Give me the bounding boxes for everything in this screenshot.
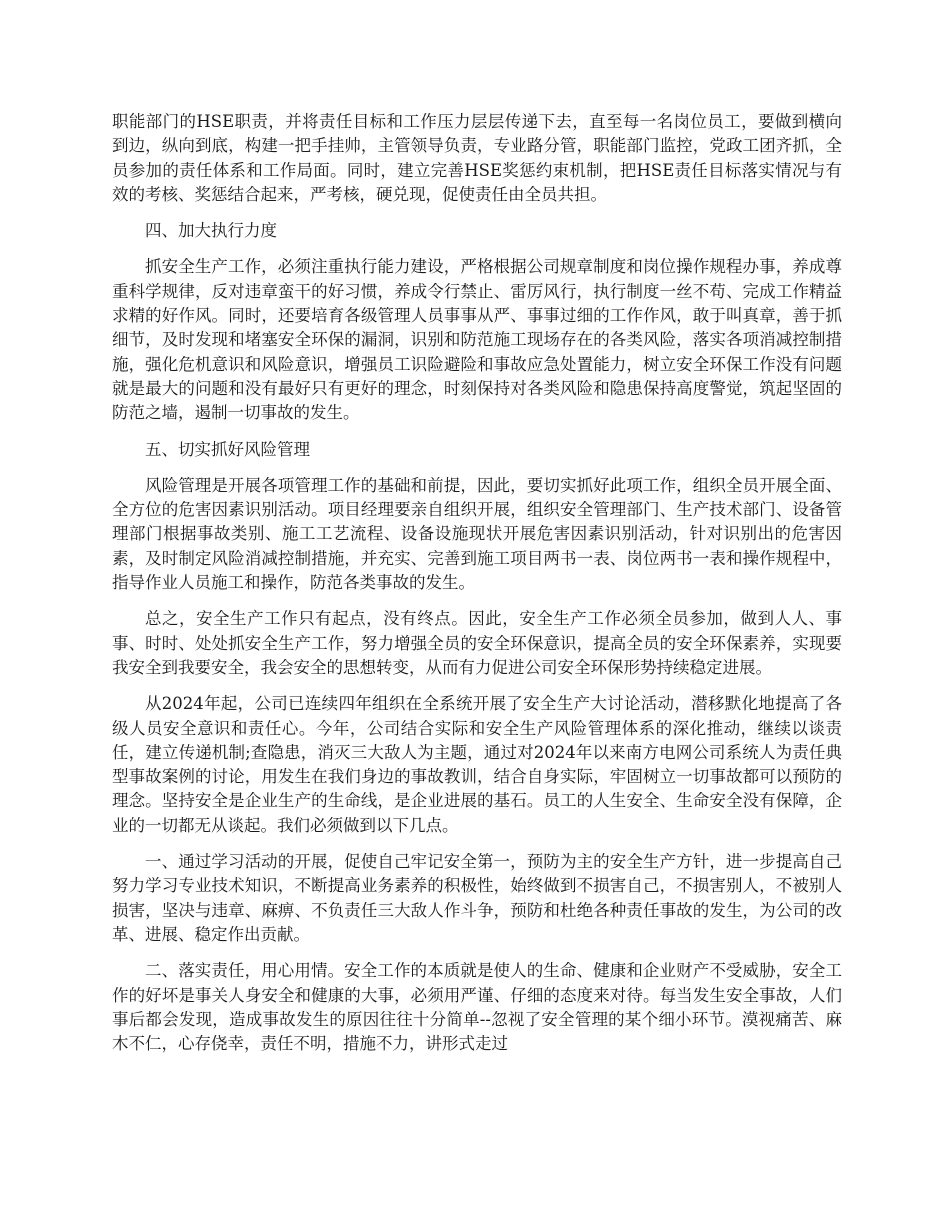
document-body bbox=[112, 110, 842, 1068]
paragraph-risk-management: 风险管理是开展各项管理工作的基础和前提，因此，要切实抓好此项工作，组织全员开展全面、全方位的危害因素识别活动。项目经理要亲自组织开展，组织安全管理部门、生产技术部门、设备管理部门根据事故类别、施工工艺流程、设备设施现状开展危害因素识别活动，针对识别出的危害因素，及时制定风险消减控制措施，并充实、完善到施工项目两书一表、岗位两书一表和操作规程中，指导作业人员施工和操作，防范各类事故的发生。 bbox=[112, 475, 842, 593]
paragraph-hse-responsibility: 职能部门的HSE职责，并将责任目标和工作压力层层传递下去，直至每一名岗位员工，要做到横向到边，纵向到底，构建一把手挂帅，主管领导负责，专业路分管，职能部门监控，党政工团齐抓，全员参加的责任体系和工作局面。同时，建立完善HSE奖惩约束机制，把HSE责任目标落实情况与有效的考核、奖惩结合起来，严考核，硬兑现，促使责任由全员共担。 bbox=[112, 112, 842, 204]
paragraph-execution: 抓安全生产工作，必须注重执行能力建设，严格根据公司规章制度和岗位操作规程办事，养成尊重科学规律，反对违章蛮干的好习惯，养成令行禁止、雷厉风行，执行制度一丝不苟、完成工作精益求精的好作风。同时，还要培育各级管理人员事事从严、事事过细的工作作风，敢于叫真章，善于抓细节，及时发现和堵塞安全环保的漏洞，识别和防范施工现场存在的各类风险，落实各项消减控制措施，强化危机意识和风险意识，增强员工识险避险和事故应急处置能力，树立安全环保工作没有问题就是最大的问题和没有最好只有更好的理念，时刻保持对各类风险和隐患保持高度警觉，筑起坚固的防范之墙，遏制一切事故的发生。 bbox=[112, 257, 842, 423]
paragraph-point-one: 一、通过学习活动的开展，促使自己牢记安全第一，预防为主的安全生产方针，进一步提高自己努力学习专业技术知识，不断提高业务素养的积极性，始终做到不损害自己，不损害别人，不被别人损害，坚决与违章、麻痹、不负责任三大敌人作斗争，预防和杜绝各种责任事故的发生，为公司的改革、进展、稳定作出贡献。 bbox=[112, 852, 842, 944]
paragraph-summary: 总之，安全生产工作只有起点，没有终点。因此，安全生产工作必须全员参加，做到人人、事事、时时、处处抓安全生产工作，努力增强全员的安全环保意识，提高全员的安全环保素养，实现要我安全到我要安全，我会安全的思想转变，从而有力促进公司安全环保形势持续稳定进展。 bbox=[112, 609, 842, 677]
paragraph-point-two: 二、落实责任，用心用情。安全工作的本质就是使人的生命、健康和企业财产不受威胁，安全工作的好坏是事关人身安全和健康的大事，必须用严谨、仔细的态度来对待。每当发生安全事故，人们事后都会发现，造成事故发生的原因往往十分简单--忽视了安全管理的某个细小环节。漠视痛苦、麻木不仁，心存侥幸，责任不明，措施不力，讲形式走过 bbox=[112, 961, 842, 1054]
section-heading-5: 五、切实抓好风险管理 bbox=[145, 439, 310, 459]
section-heading-4: 四、加大执行力度 bbox=[145, 221, 277, 241]
paragraph-discussion-activity: 从2024年起，公司已连续四年组织在全系统开展了安全生产大讨论活动，潜移默化地提高了各级人员安全意识和责任心。今年，公司结合实际和安全生产风险管理体系的深化推动，继续以谈责任，建立传递机制;查隐患，消灭三大敌人为主题，通过对2024年以来南方电网公司系统人为责任典型事故案例的讨论，用发生在我们身边的事故教训，结合自身实际，牢固树立一切事故都可以预防的理念。坚持安全是企业生产的生命线，是企业进展的基石。员工的人生安全、生命安全没有保障，企业的一切都无从谈起。我们必须做到以下几点。 bbox=[112, 694, 842, 835]
